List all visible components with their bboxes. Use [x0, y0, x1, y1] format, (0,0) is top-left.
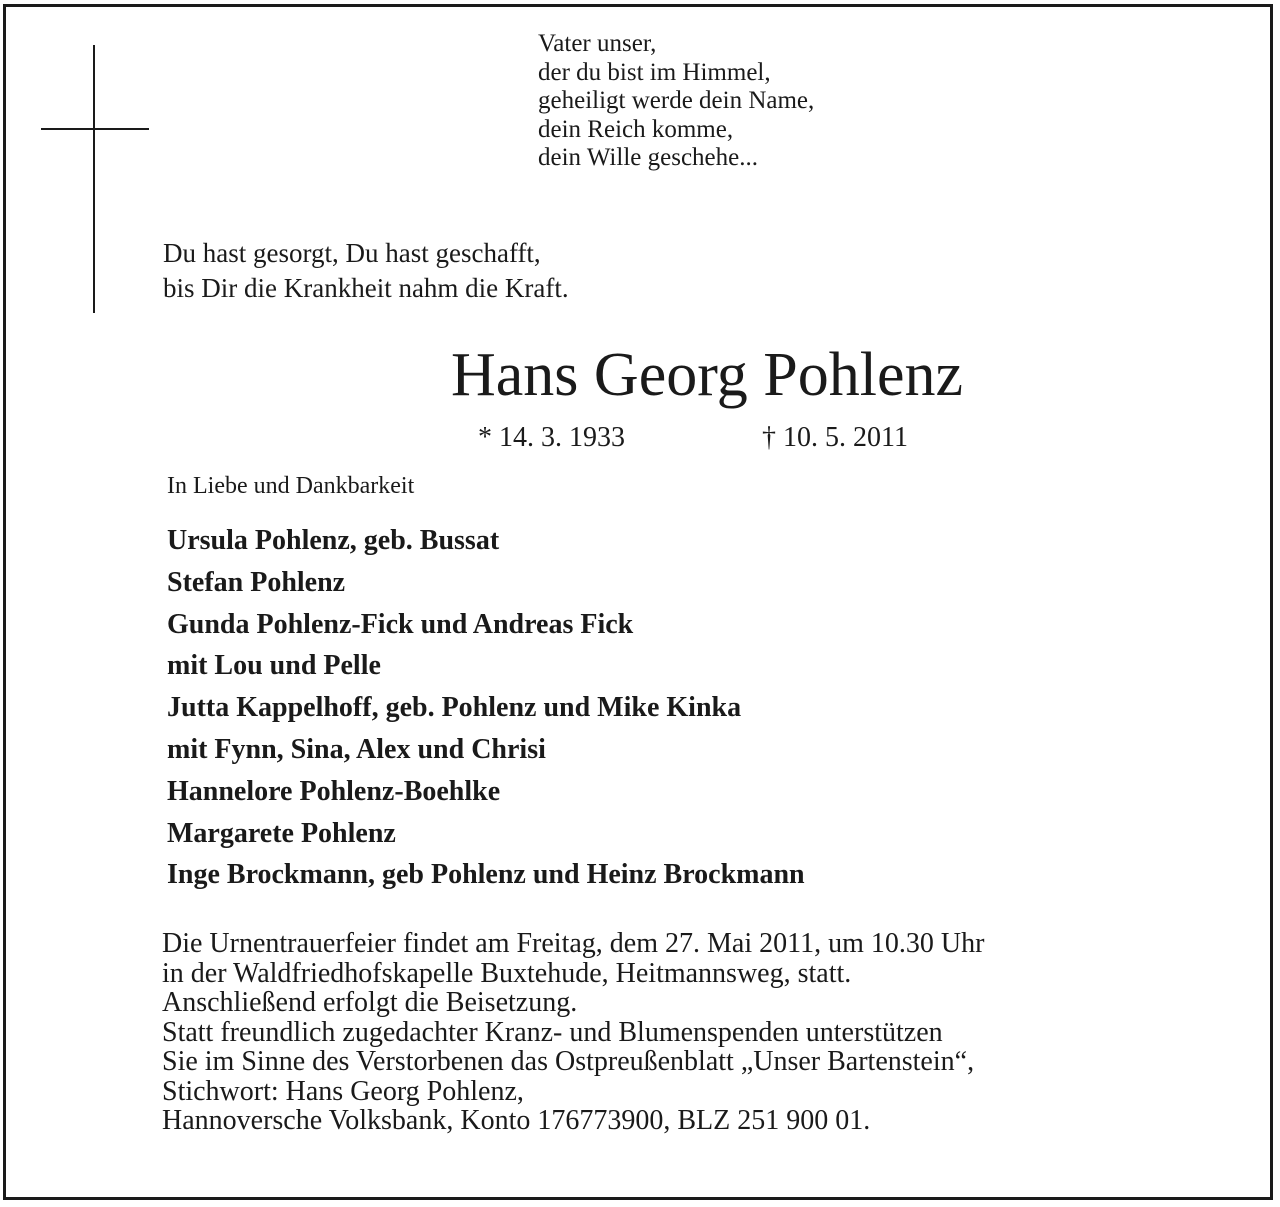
- funeral-notice: [162, 929, 984, 1136]
- birth-date: * 14. 3. 1933: [478, 422, 625, 453]
- prayer-line: dein Reich komme,: [538, 115, 734, 143]
- mourner-line: Hannelore Pohlenz-Boehlke: [167, 775, 501, 807]
- mourner-line: Gunda Pohlenz-Fick und Andreas Fick: [167, 608, 634, 640]
- mourner-line: Ursula Pohlenz, geb. Bussat: [167, 525, 500, 556]
- mourner-line: mit Lou und Pelle: [167, 650, 381, 682]
- notice-line: Anschließend erfolgt die Beisetzung.: [162, 987, 578, 1018]
- mourner-line: Stefan Pohlenz: [167, 566, 346, 598]
- death-date: † 10. 5. 2011: [762, 422, 908, 453]
- notice-line: Statt freundlich zugedachter Kranz- und Blumenspenden unterstützen: [162, 1016, 943, 1048]
- motto-line: bis Dir die Krankheit nahm die Kraft.: [163, 273, 569, 303]
- notice-line: in der Waldfriedhofskapelle Buxtehude, Heitmannsweg, statt.: [162, 957, 852, 989]
- prayer-line: geheiligt werde dein Name,: [538, 87, 815, 114]
- prayer-line: Vater unser,: [538, 30, 657, 57]
- mourner-line: mit Fynn, Sina, Alex und Chrisi: [167, 733, 546, 765]
- dedication-line: In Liebe und Dankbarkeit: [167, 473, 415, 499]
- cross-horizontal-bar: [41, 128, 149, 130]
- notice-line: Die Urnentrauerfeier findet am Freitag, dem 27. Mai 2011, um 10.30 Uhr: [162, 928, 985, 959]
- mourner-line: Inge Brockmann, geb Pohlenz und Heinz Brockmann: [167, 859, 805, 891]
- prayer-line: der du bist im Himmel,: [538, 58, 771, 86]
- mourner-line: Margarete Pohlenz: [167, 817, 396, 849]
- notice-line: Hannoversche Volksbank, Konto 176773900, BLZ 251 900 01.: [162, 1105, 871, 1136]
- motto-line: Du hast gesorgt, Du hast geschafft,: [163, 238, 541, 268]
- notice-line: Stichwort: Hans Georg Pohlenz,: [162, 1075, 524, 1107]
- lords-prayer-excerpt: [538, 30, 814, 173]
- mourners-list: [167, 520, 805, 896]
- deceased-name: Hans Georg Pohlenz: [451, 341, 963, 409]
- prayer-line: dein Wille geschehe...: [538, 144, 758, 171]
- mourner-line: Jutta Kappelhoff, geb. Pohlenz und Mike Kinka: [167, 692, 742, 724]
- memorial-motto: [163, 236, 569, 306]
- notice-line: Sie im Sinne des Verstorbenen das Ostpreußenblatt „Unser Bartenstein“,: [162, 1046, 975, 1077]
- cross-vertical-bar: [93, 45, 95, 313]
